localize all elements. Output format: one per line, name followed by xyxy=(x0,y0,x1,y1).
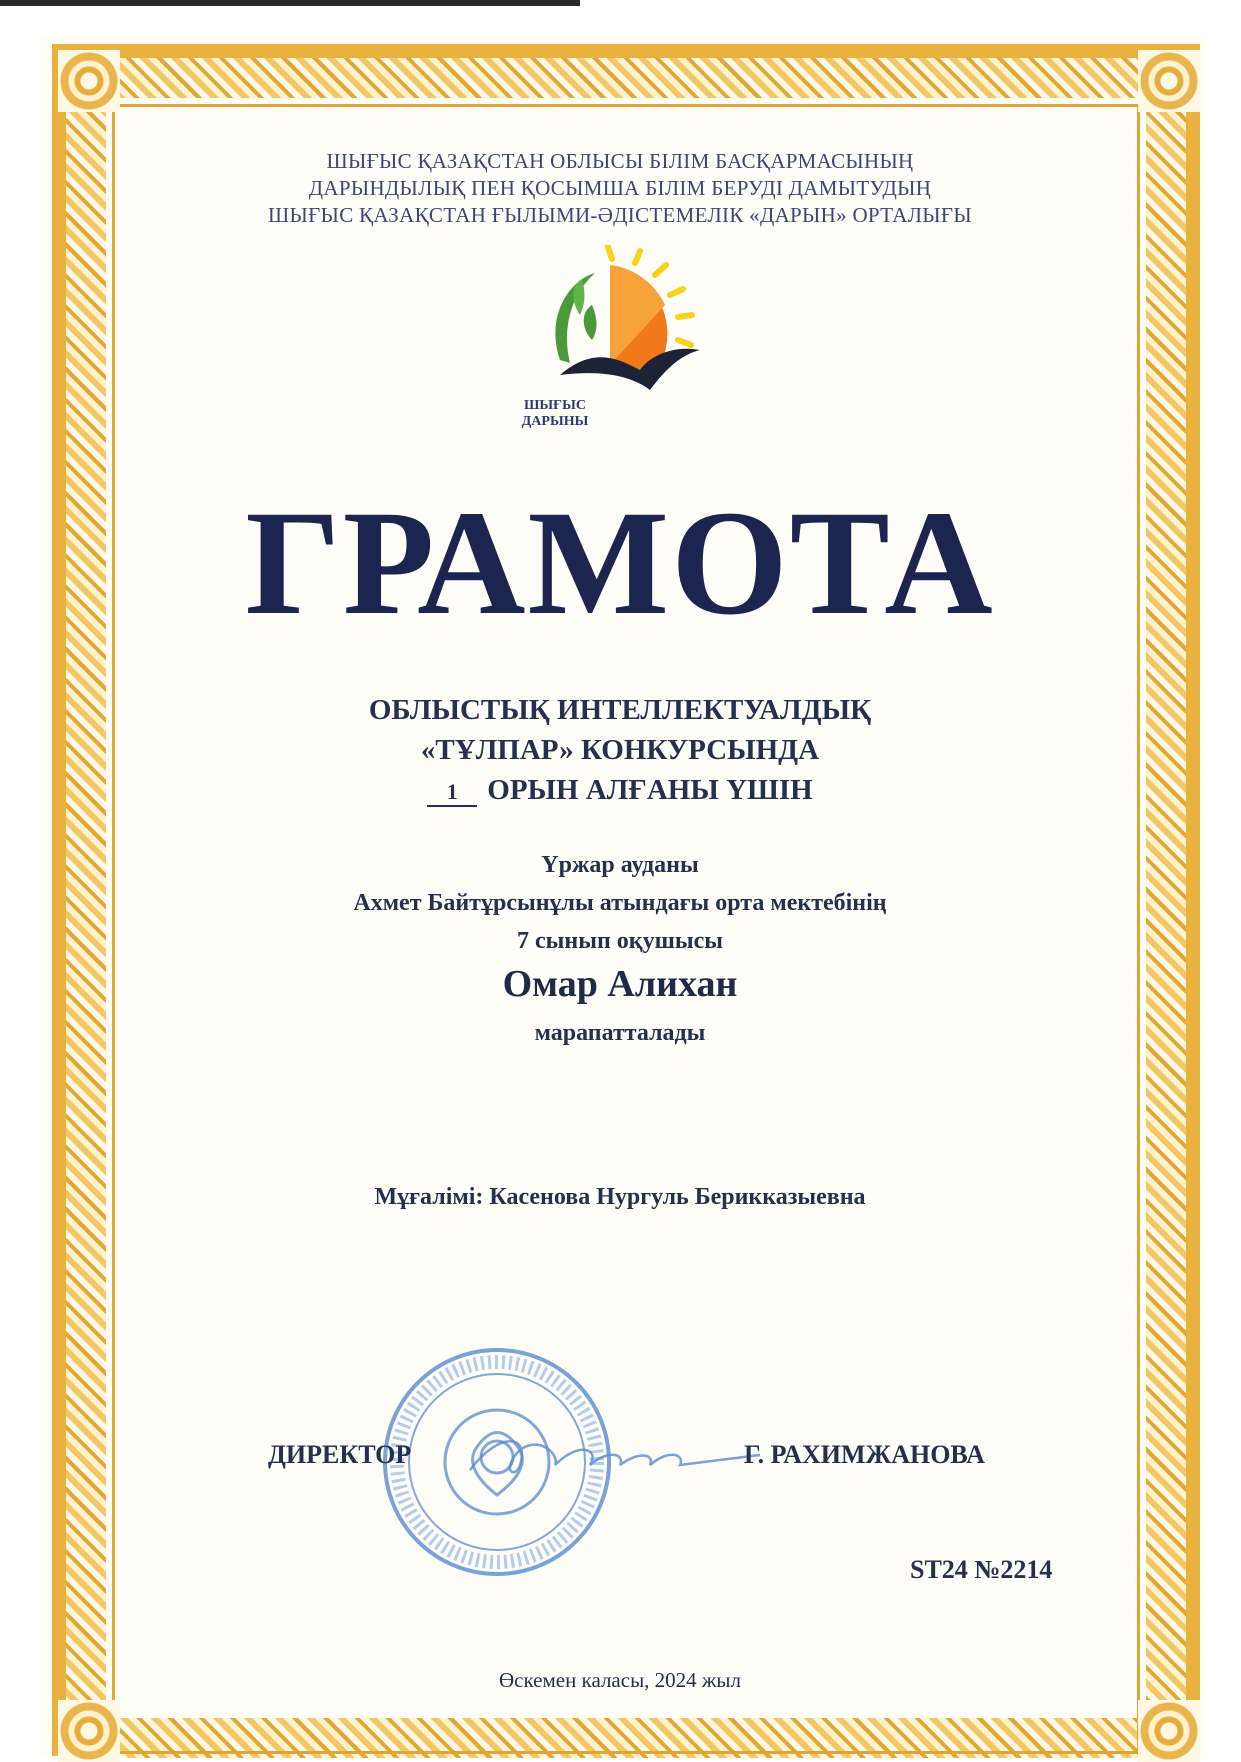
issuer-line: ШЫҒЫС ҚАЗАҚСТАН ОБЛЫСЫ БІЛІМ БАСҚАРМАСЫНЫҢ xyxy=(326,149,914,173)
director-name: Г. РАХИМЖАНОВА xyxy=(744,1440,985,1469)
place-number: 1 xyxy=(427,779,477,807)
logo-caption-line: ДАРЫНЫ xyxy=(521,414,589,429)
signature-icon xyxy=(460,1410,760,1500)
issuer-line: ДАРЫНДЫЛЫҚ ПЕН ҚОСЫМША БІЛІМ БЕРУДІ ДАМЫТУДЫҢ xyxy=(308,176,932,200)
frame-corner-ornament xyxy=(58,1700,120,1762)
frame-corner-ornament xyxy=(58,50,120,112)
serial-number: ST24 №2214 xyxy=(910,1555,1053,1584)
recipient-details xyxy=(200,846,1040,960)
award-line: ОБЛЫСТЫҚ ИНТЕЛЛЕКТУАЛДЫҚ xyxy=(368,694,872,726)
district-text: Үржар ауданы xyxy=(541,852,699,878)
awarded-text: марапатталады xyxy=(534,1020,706,1046)
issuer-header xyxy=(150,148,1090,229)
director-label: ДИРЕКТОР xyxy=(268,1440,412,1469)
issuer-line: ШЫҒЫС ҚАЗАҚСТАН ҒЫЛЫМИ-ӘДІСТЕМЕЛІК «ДАРЫН» ОРТАЛЫҒЫ xyxy=(268,203,972,227)
award-reason xyxy=(200,690,1040,810)
grade-text: 7 сынып оқушысы xyxy=(516,928,723,954)
award-line: ОРЫН АЛҒАНЫ ҮШІН xyxy=(487,774,813,806)
frame-corner-ornament xyxy=(1138,50,1200,112)
frame-corner-ornament xyxy=(1138,1700,1200,1762)
city-year-footer: Өскемен каласы, 2024 жыл xyxy=(498,1668,742,1692)
recipient-name: Омар Алихан xyxy=(502,963,738,1005)
school-text: Ахмет Байтұрсынұлы атындағы орта мектебінің xyxy=(353,890,887,916)
award-place-line xyxy=(200,770,1040,810)
logo-caption-line: ШЫҒЫС xyxy=(524,398,586,413)
award-line: «ТҰЛПАР» КОНКУРСЫНДА xyxy=(420,734,820,766)
top-edge-band xyxy=(0,0,580,6)
logo-caption xyxy=(490,398,620,430)
teacher-line: Мұғалімі: Касенова Нургуль Берикказыевна xyxy=(374,1184,866,1210)
document-title: ГРАМОТА xyxy=(245,480,995,646)
